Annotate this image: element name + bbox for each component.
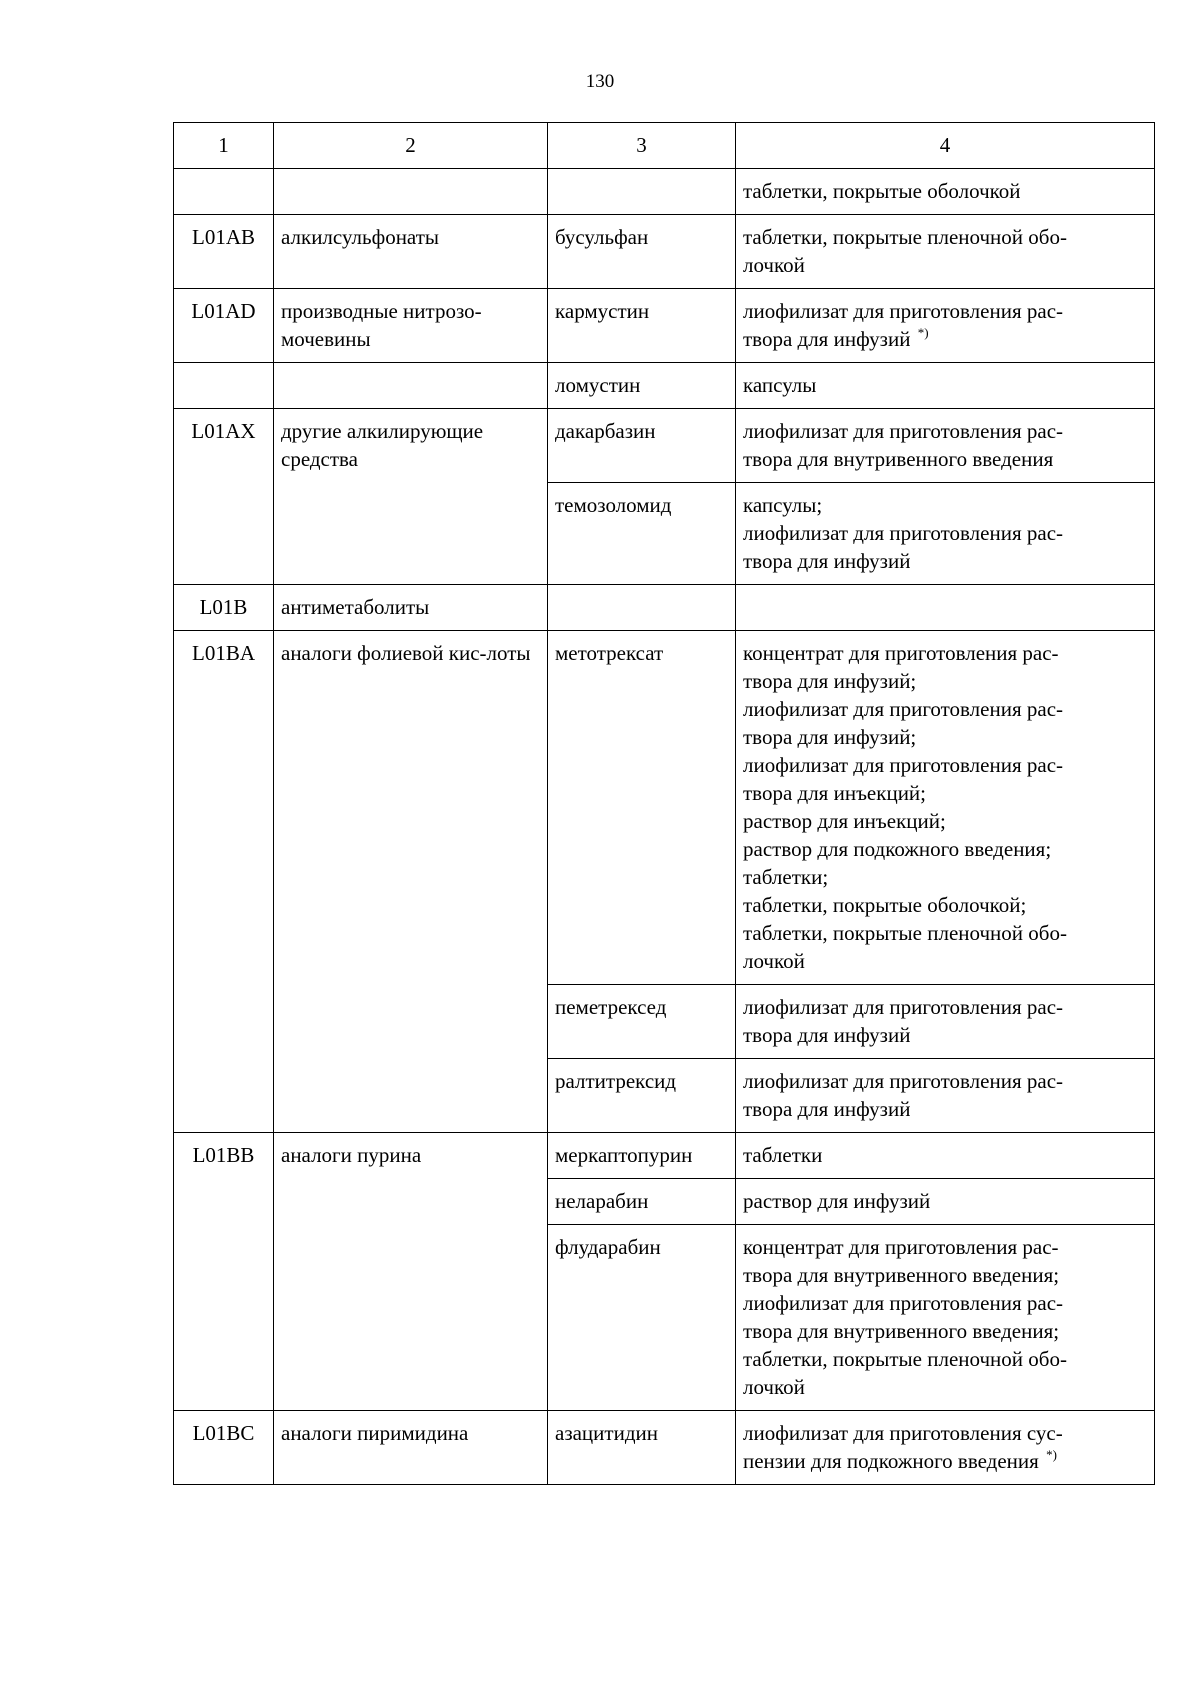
drug-cell: дакарбазин [548, 409, 736, 483]
dosage-form-line: твора для инфузий; [743, 669, 917, 693]
dosage-form-line: твора для внутривенного введения; [743, 1319, 1060, 1343]
group-cell: аналоги фолиевой кис-лоты [274, 631, 548, 1133]
drug-cell: бусульфан [548, 215, 736, 289]
dosage-forms-cell [736, 631, 1155, 985]
dosage-forms-cell [736, 1225, 1155, 1411]
drug-cell: флударабин [548, 1225, 736, 1411]
dosage-form-line: лиофилизат для приготовления сус- [743, 1421, 1063, 1445]
atc-code-cell: L01BB [174, 1133, 274, 1411]
table-row [174, 1411, 1155, 1485]
dosage-form-line: концентрат для приготовления рас- [743, 1235, 1059, 1259]
drug-cell: неларабин [548, 1179, 736, 1225]
group-cell: другие алкилирующие средства [274, 409, 548, 585]
dosage-form-line: лочкой [743, 1375, 805, 1399]
drug-cell: меркаптопурин [548, 1133, 736, 1179]
group-cell: аналоги пиримидина [274, 1411, 548, 1485]
table-row [174, 631, 1155, 985]
dosage-form-line: капсулы [743, 373, 817, 397]
dosage-form-line: твора для инъекций; [743, 781, 927, 805]
group-cell [274, 363, 548, 409]
dosage-form-line: таблетки; [743, 865, 829, 889]
dosage-form-line: твора для инфузий; [743, 725, 917, 749]
drug-cell: пеметрексед [548, 985, 736, 1059]
drug-table [173, 122, 1155, 1485]
atc-code-cell [174, 169, 274, 215]
table-row [174, 1133, 1155, 1179]
table-row [174, 585, 1155, 631]
column-header-3: 3 [548, 123, 736, 169]
dosage-forms-cell [736, 289, 1155, 363]
dosage-form-line: таблетки [743, 1143, 823, 1167]
drug-cell: метотрексат [548, 631, 736, 985]
dosage-form-line: раствор для инфузий [743, 1189, 931, 1213]
dosage-form-line: лиофилизат для приготовления рас- [743, 697, 1064, 721]
dosage-form-line: раствор для подкожного введения; [743, 837, 1052, 861]
atc-code-cell [174, 363, 274, 409]
dosage-form-line: таблетки, покрытые оболочкой; [743, 893, 1027, 917]
table-header-row [174, 123, 1155, 169]
table-row [174, 215, 1155, 289]
dosage-form-line: лиофилизат для приготовления рас- [743, 299, 1064, 323]
dosage-form-line: лиофилизат для приготовления рас- [743, 1291, 1064, 1315]
table-row [174, 169, 1155, 215]
drug-cell: азацитидин [548, 1411, 736, 1485]
dosage-forms-cell [736, 409, 1155, 483]
dosage-form-line: твора для внутривенного введения [743, 447, 1054, 471]
footnote-mark: *) [1046, 1447, 1057, 1462]
column-header-4: 4 [736, 123, 1155, 169]
dosage-form-line: лиофилизат для приготовления рас- [743, 1069, 1064, 1093]
drug-cell: кармустин [548, 289, 736, 363]
dosage-form-line: лиофилизат для приготовления рас- [743, 521, 1064, 545]
dosage-form-line: лиофилизат для приготовления рас- [743, 753, 1064, 777]
group-cell: производные нитрозо-мочевины [274, 289, 548, 363]
group-cell: аналоги пурина [274, 1133, 548, 1411]
dosage-forms-cell [736, 169, 1155, 215]
dosage-forms-cell [736, 985, 1155, 1059]
dosage-form-line: твора для инфузий [743, 327, 911, 351]
atc-code-cell: L01BA [174, 631, 274, 1133]
atc-code-cell: L01AD [174, 289, 274, 363]
dosage-form-line: раствор для инъекций; [743, 809, 946, 833]
dosage-form-line: лочкой [743, 949, 805, 973]
dosage-form-line: таблетки, покрытые пленочной обо- [743, 225, 1067, 249]
footnote-mark: *) [917, 325, 929, 340]
column-header-1: 1 [174, 123, 274, 169]
dosage-form-line: твора для инфузий [743, 1023, 911, 1047]
atc-code-cell: L01AB [174, 215, 274, 289]
group-cell: алкилсульфонаты [274, 215, 548, 289]
drug-cell: ралтитрексид [548, 1059, 736, 1133]
dosage-form-line: концентрат для приготовления рас- [743, 641, 1059, 665]
column-header-2: 2 [274, 123, 548, 169]
dosage-forms-cell [736, 1179, 1155, 1225]
dosage-forms-cell [736, 1133, 1155, 1179]
table-row [174, 289, 1155, 363]
dosage-form-line: лиофилизат для приготовления рас- [743, 995, 1064, 1019]
drug-cell: темозоломид [548, 483, 736, 585]
dosage-form-line: таблетки, покрытые пленочной обо- [743, 921, 1067, 945]
dosage-form-line: твора для внутривенного введения; [743, 1263, 1060, 1287]
dosage-form-line: лочкой [743, 253, 805, 277]
dosage-form-line: капсулы; [743, 493, 823, 517]
drug-cell: ломустин [548, 363, 736, 409]
atc-code-cell: L01B [174, 585, 274, 631]
dosage-form-line: лиофилизат для приготовления рас- [743, 419, 1064, 443]
group-cell: антиметаболиты [274, 585, 548, 631]
table-row [174, 409, 1155, 483]
dosage-forms-cell [736, 363, 1155, 409]
drug-cell [548, 585, 736, 631]
dosage-forms-cell [736, 1411, 1155, 1485]
dosage-form-line: пензии для подкожного введения [743, 1449, 1039, 1473]
atc-code-cell: L01AX [174, 409, 274, 585]
drug-cell [548, 169, 736, 215]
group-cell [274, 169, 548, 215]
table-row [174, 363, 1155, 409]
dosage-forms-cell [736, 215, 1155, 289]
dosage-forms-cell [736, 585, 1155, 631]
dosage-form-line: твора для инфузий [743, 1097, 911, 1121]
atc-code-cell: L01BC [174, 1411, 274, 1485]
dosage-form-line: таблетки, покрытые пленочной обо- [743, 1347, 1067, 1371]
dosage-form-line: таблетки, покрытые оболочкой [743, 179, 1021, 203]
page-number: 130 [585, 71, 615, 92]
dosage-forms-cell [736, 483, 1155, 585]
dosage-forms-cell [736, 1059, 1155, 1133]
dosage-form-line: твора для инфузий [743, 549, 911, 573]
